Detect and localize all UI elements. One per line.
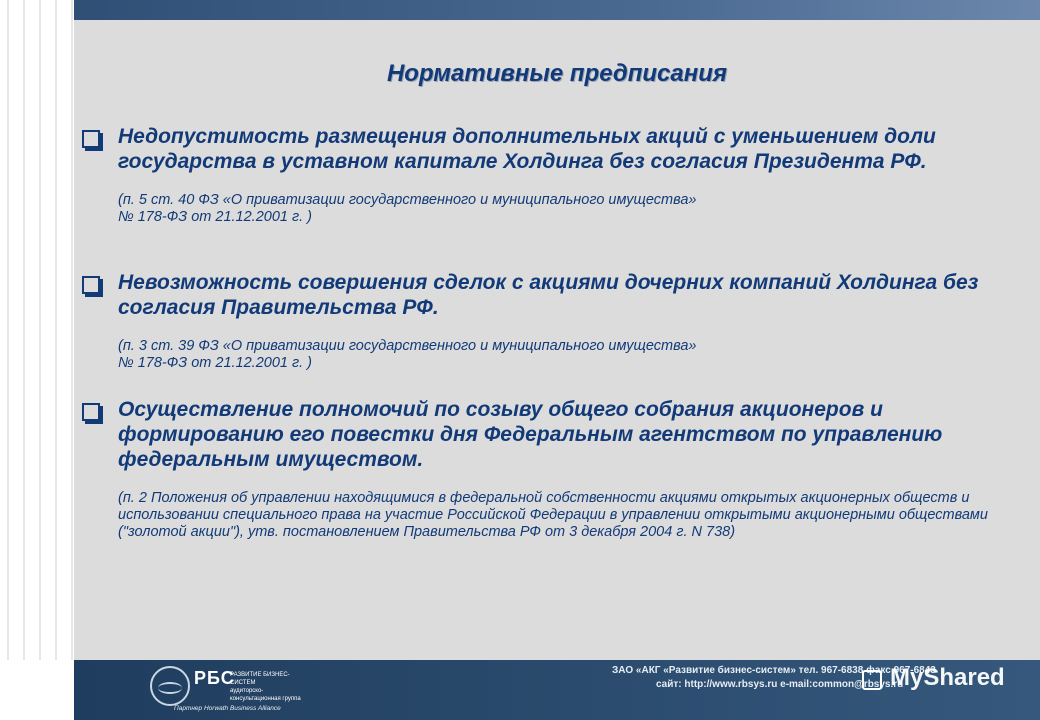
item-text: Осуществление полномочий по созыву общего собрания акционеров и формированию его повестки дня Федеральным агентством по управлению федеральным имуществом. <box>118 398 943 471</box>
list-item <box>82 397 1032 541</box>
slide-content <box>74 20 1040 660</box>
contacts-line2: сайт: http://www.rbsys.ru e-mail:common@rbsys.ru <box>656 679 904 690</box>
logo-subtitle <box>230 671 310 703</box>
checkbox-bullet-icon <box>82 276 100 294</box>
logo-subtitle-line2: аудиторско-консультационная группа <box>230 688 301 702</box>
item-text: Невозможность совершения сделок с акциями дочерних компаний Холдинга без согласия Правительства РФ. <box>118 271 979 319</box>
checkbox-bullet-icon <box>82 130 100 148</box>
list-item <box>82 270 1032 372</box>
contacts-line1: ЗАО «АКГ «Развитие бизнес-систем» тел. 967-6838 факс 967-6843 <box>612 665 936 676</box>
left-decorative-strip <box>0 0 74 660</box>
slide-title: Нормативные предписания <box>386 60 728 87</box>
checkbox-bullet-icon <box>82 403 100 421</box>
item-reference: (п. 2 Положения об управлении находящимися в федеральной собственности акциями открытых акционерных обществ и использовании специального права на участие Российской Федерации в управлении открытыми акционерными обществами ("золотой акции"), утв. постановлением Правительства РФ от 3 декабря 2004 г. N 738) <box>118 490 988 540</box>
item-reference: (п. 3 ст. 39 ФЗ «О приватизации государственного и муниципального имущества» № 178-ФЗ от 21.12.2001 г. ) <box>118 338 697 371</box>
footer-contacts <box>612 664 936 692</box>
company-logo <box>150 664 310 716</box>
globe-icon <box>150 666 190 706</box>
logo-subtitle-line1: РАЗВИТИЕ БИЗНЕС-СИСТЕМ <box>230 672 290 686</box>
item-text: Недопустимость размещения дополнительных акций с уменьшением доли государства в уставном капитале Холдинга без согласия Президента РФ. <box>118 125 936 173</box>
list-item <box>82 124 1032 226</box>
item-reference: (п. 5 ст. 40 ФЗ «О приватизации государственного и муниципального имущества» № 178-ФЗ от 21.12.2001 г. ) <box>118 192 697 225</box>
top-bar <box>74 0 1040 20</box>
watermark: MyShared <box>890 664 1005 691</box>
partner-text: Партнер Horwath Business Alliance <box>174 705 281 712</box>
watermark-icon <box>862 670 882 690</box>
logo-name: РБС <box>194 668 235 688</box>
